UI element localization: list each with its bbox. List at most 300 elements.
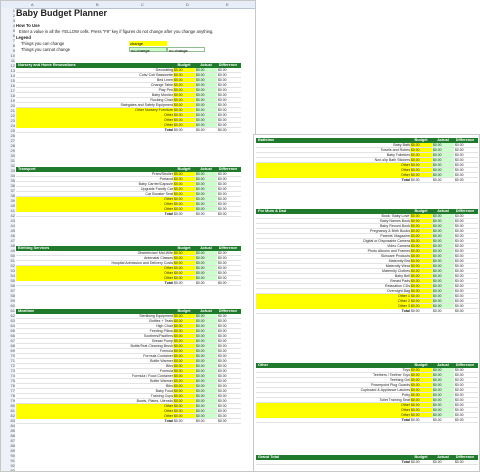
diff-cell: $0.00 [217, 182, 239, 186]
row-number[interactable]: 10 [1, 53, 15, 58]
diff-cell: $0.00 [454, 239, 476, 243]
row-number[interactable]: 17 [1, 88, 15, 93]
row-number[interactable]: 4 [1, 23, 15, 28]
budget-cell[interactable]: $0.00 [173, 354, 195, 358]
row-number[interactable]: 63 [1, 318, 15, 323]
actual-cell: $0.00 [432, 239, 454, 243]
section-title: Transport [18, 167, 36, 171]
item-label: Book: 'Baby Love' [381, 214, 410, 218]
budget-cell[interactable]: $0.00 [173, 404, 195, 408]
row-number[interactable]: 88 [1, 443, 15, 448]
budget-cell[interactable]: $0.00 [410, 264, 432, 268]
row-number[interactable]: 84 [1, 423, 15, 428]
total-row [256, 309, 478, 314]
budget-cell[interactable]: $0.00 [410, 153, 432, 157]
row-number[interactable]: 58 [1, 293, 15, 298]
budget-cell[interactable]: $0.00 [173, 389, 195, 393]
budget-cell[interactable]: $0.00 [173, 73, 195, 77]
total-row [256, 460, 478, 465]
row-number[interactable]: 73 [1, 368, 15, 373]
diff-cell: $0.00 [454, 224, 476, 228]
legend-heading: Legend [16, 35, 31, 40]
budget-cell[interactable]: $0.00 [173, 319, 195, 323]
diff-cell: $0.00 [217, 113, 239, 117]
item-label[interactable]: Other [16, 404, 173, 409]
diff-cell: $0.00 [217, 108, 239, 112]
actual-cell: $0.00 [195, 113, 217, 117]
column-b[interactable]: B [96, 2, 99, 7]
row-number[interactable]: 49 [1, 248, 15, 253]
row-number[interactable]: 18 [1, 93, 15, 98]
row-number[interactable]: 43 [1, 218, 15, 223]
diff-cell: $0.00 [454, 368, 476, 372]
budget-cell[interactable]: $0.00 [410, 168, 432, 172]
row-number[interactable]: 19 [1, 98, 15, 103]
row-number[interactable]: 69 [1, 348, 15, 353]
actual-cell: $0.00 [432, 148, 454, 152]
row-number[interactable]: 80 [1, 403, 15, 408]
row-number[interactable]: 38 [1, 193, 15, 198]
row-number[interactable]: 41 [1, 208, 15, 213]
item-label: Formula Container [143, 354, 173, 358]
item-label[interactable]: Other [256, 163, 410, 168]
row-number[interactable]: 44 [1, 223, 15, 228]
budget-cell[interactable]: $0.00 [173, 314, 195, 318]
row-number[interactable]: 32 [1, 163, 15, 168]
item-label[interactable]: Other [16, 113, 173, 118]
row-number[interactable]: 60 [1, 303, 15, 308]
item-label: Car Booster Seat [145, 192, 173, 196]
legend-change-value: change [129, 41, 167, 46]
diff-cell: $0.00 [217, 276, 239, 280]
diff-cell: $0.00 [217, 281, 239, 285]
row-number[interactable]: 11 [1, 58, 15, 63]
budget-cell[interactable]: $0.00 [410, 269, 432, 273]
budget-cell[interactable]: $0.00 [173, 276, 195, 280]
row-number[interactable]: 51 [1, 258, 15, 263]
item-label: Maternity Bra [388, 259, 410, 263]
budget-section [16, 309, 241, 424]
actual-cell: $0.00 [432, 279, 454, 283]
row-number[interactable]: 27 [1, 138, 15, 143]
budget-cell[interactable]: $0.00 [173, 118, 195, 122]
actual-cell: $0.00 [195, 281, 217, 285]
budget-cell[interactable]: $0.00 [410, 234, 432, 238]
row-number[interactable]: 9 [1, 48, 15, 53]
row-number[interactable]: 24 [1, 123, 15, 128]
row-number[interactable]: 87 [1, 438, 15, 443]
budget-cell[interactable]: $0.00 [410, 249, 432, 253]
budget-cell[interactable]: $0.00 [173, 98, 195, 102]
budget-cell[interactable]: $0.00 [173, 113, 195, 117]
row-number[interactable]: 68 [1, 343, 15, 348]
item-label[interactable]: Other [256, 413, 410, 418]
column-label-difference: Difference [455, 455, 475, 459]
row-number[interactable]: 21 [1, 108, 15, 113]
budget-cell[interactable]: $0.00 [173, 409, 195, 413]
item-label[interactable]: Other 1 [256, 294, 410, 299]
budget-cell[interactable]: $0.00 [410, 378, 432, 382]
budget-cell[interactable]: $0.00 [173, 414, 195, 418]
row-number[interactable]: 86 [1, 433, 15, 438]
budget-cell[interactable]: $0.00 [410, 413, 432, 417]
item-label[interactable]: Other [16, 123, 173, 128]
budget-cell[interactable]: $0.00 [410, 224, 432, 228]
item-label[interactable]: Other [256, 403, 410, 408]
row-number[interactable]: 12 [1, 63, 15, 68]
row-number[interactable]: 22 [1, 113, 15, 118]
column-c[interactable]: C [141, 2, 144, 7]
row-number[interactable]: 14 [1, 73, 15, 78]
budget-cell[interactable]: $0.00 [173, 103, 195, 107]
row-number[interactable]: 23 [1, 118, 15, 123]
budget-cell[interactable]: $0.00 [173, 123, 195, 127]
budget-cell[interactable]: $0.00 [410, 143, 432, 147]
actual-cell: $0.00 [195, 319, 217, 323]
row-number[interactable]: 71 [1, 358, 15, 363]
budget-cell[interactable]: $0.00 [173, 78, 195, 82]
row-number[interactable]: 66 [1, 333, 15, 338]
item-label: Bottle Warmer [150, 379, 173, 383]
budget-cell[interactable]: $0.00 [173, 83, 195, 87]
row-number[interactable]: 83 [1, 418, 15, 423]
diff-cell: $0.00 [217, 369, 239, 373]
diff-cell: $0.00 [217, 207, 239, 211]
column-label-actual: Actual [200, 246, 212, 250]
column-label-actual: Actual [200, 63, 212, 67]
column-label-difference: Difference [218, 246, 238, 250]
row-number[interactable]: 46 [1, 233, 15, 238]
row-number[interactable]: 64 [1, 323, 15, 328]
item-label: Bottle/Teat Cleaning Brush [130, 344, 173, 348]
row-number[interactable]: 8 [1, 43, 15, 48]
budget-cell[interactable]: $0.00 [173, 202, 195, 206]
row-number[interactable]: 5 [1, 28, 15, 33]
item-label: Feeding Pillow [149, 329, 173, 333]
diff-cell: $0.00 [217, 83, 239, 87]
budget-cell[interactable]: $0.00 [173, 384, 195, 388]
diff-cell: $0.00 [217, 212, 239, 216]
budget-cell[interactable]: $0.00 [410, 284, 432, 288]
budget-cell[interactable]: $0.00 [173, 369, 195, 373]
row-number[interactable]: 74 [1, 373, 15, 378]
budget-cell[interactable]: $0.00 [410, 279, 432, 283]
row-number[interactable]: 93 [1, 468, 15, 472]
actual-cell: $0.00 [432, 304, 454, 308]
budget-cell[interactable]: $0.00 [410, 368, 432, 372]
budget-cell[interactable]: $0.00 [173, 261, 195, 265]
diff-cell: $0.00 [454, 418, 476, 422]
budget-cell: $0.00 [173, 212, 195, 216]
actual-cell: $0.00 [195, 123, 217, 127]
row-number[interactable]: 29 [1, 148, 15, 153]
budget-cell[interactable]: $0.00 [410, 163, 432, 167]
budget-cell[interactable]: $0.00 [173, 339, 195, 343]
diff-cell: $0.00 [454, 254, 476, 258]
budget-cell[interactable]: $0.00 [410, 388, 432, 392]
row-number[interactable]: 7 [1, 38, 15, 43]
row-number[interactable]: 75 [1, 378, 15, 383]
row-number[interactable]: 77 [1, 388, 15, 393]
row-number[interactable]: 25 [1, 128, 15, 133]
actual-cell: $0.00 [195, 364, 217, 368]
column-label-actual: Actual [437, 209, 449, 213]
row-number[interactable]: 70 [1, 353, 15, 358]
budget-cell[interactable]: $0.00 [173, 207, 195, 211]
item-label: Potty [401, 393, 410, 397]
row-number[interactable]: 36 [1, 183, 15, 188]
column-label-difference: Difference [218, 309, 238, 313]
column-e[interactable]: E [226, 2, 229, 7]
actual-cell: $0.00 [432, 229, 454, 233]
row-number[interactable]: 65 [1, 328, 15, 333]
budget-cell[interactable]: $0.00 [410, 148, 432, 152]
actual-cell: $0.00 [195, 384, 217, 388]
row-number[interactable]: 26 [1, 133, 15, 138]
budget-cell[interactable]: $0.00 [410, 214, 432, 218]
budget-cell[interactable]: $0.00 [173, 344, 195, 348]
column-d[interactable]: D [186, 2, 189, 7]
budget-cell[interactable]: $0.00 [173, 324, 195, 328]
item-label[interactable]: Other 2 [256, 299, 410, 304]
budget-cell[interactable]: $0.00 [173, 68, 195, 72]
item-label: Total [164, 419, 173, 423]
actual-cell: $0.00 [195, 266, 217, 270]
row-number[interactable]: 13 [1, 68, 15, 73]
row-number[interactable]: 76 [1, 383, 15, 388]
actual-cell: $0.00 [432, 143, 454, 147]
diff-cell: $0.00 [454, 178, 476, 182]
actual-cell: $0.00 [432, 168, 454, 172]
row-number[interactable]: 56 [1, 283, 15, 288]
item-label[interactable]: Other [16, 414, 173, 419]
diff-cell: $0.00 [217, 364, 239, 368]
row-number[interactable]: 35 [1, 178, 15, 183]
item-label[interactable]: Other [16, 266, 173, 271]
actual-cell: $0.00 [195, 98, 217, 102]
budget-cell[interactable]: $0.00 [410, 254, 432, 258]
budget-cell[interactable]: $0.00 [410, 408, 432, 412]
diff-cell: $0.00 [217, 128, 239, 132]
row-number[interactable]: 28 [1, 143, 15, 148]
actual-cell: $0.00 [195, 271, 217, 275]
column-label-budget: Budget [177, 167, 191, 171]
section-title: Birthing Services [18, 246, 50, 250]
row-number[interactable]: 47 [1, 238, 15, 243]
row-number[interactable]: 33 [1, 168, 15, 173]
budget-cell[interactable]: $0.00 [410, 373, 432, 377]
diff-cell: $0.00 [217, 98, 239, 102]
column-label-difference: Difference [455, 363, 475, 367]
item-label: Obstetrician/ Mid-Wife [137, 251, 173, 255]
item-label[interactable]: Other [256, 168, 410, 173]
row-number[interactable]: 20 [1, 103, 15, 108]
actual-cell: $0.00 [195, 404, 217, 408]
row-number[interactable]: 72 [1, 363, 15, 368]
item-label[interactable]: Other [256, 408, 410, 413]
diff-cell: $0.00 [217, 93, 239, 97]
budget-cell[interactable]: $0.00 [173, 271, 195, 275]
diff-cell: $0.00 [454, 403, 476, 407]
budget-cell[interactable]: $0.00 [173, 108, 195, 112]
budget-cell[interactable]: $0.00 [173, 192, 195, 196]
budget-cell[interactable]: $0.00 [173, 172, 195, 176]
item-label: Total [401, 460, 410, 464]
actual-cell: $0.00 [195, 108, 217, 112]
row-number[interactable]: 82 [1, 413, 15, 418]
budget-section [16, 63, 241, 133]
row-number[interactable]: 52 [1, 263, 15, 268]
row-number[interactable]: 34 [1, 173, 15, 178]
diff-cell: $0.00 [454, 153, 476, 157]
budget-cell[interactable]: $0.00 [410, 304, 432, 308]
budget-cell[interactable]: $0.00 [410, 393, 432, 397]
item-label: Sterilising Equipment [139, 314, 173, 318]
budget-cell[interactable]: $0.00 [173, 177, 195, 181]
diff-cell: $0.00 [217, 197, 239, 201]
row-number[interactable]: 61 [1, 308, 15, 313]
row-number[interactable]: 39 [1, 198, 15, 203]
budget-cell[interactable]: $0.00 [173, 88, 195, 92]
item-label[interactable]: Other [16, 276, 173, 281]
budget-cell[interactable]: $0.00 [173, 266, 195, 270]
budget-cell[interactable]: $0.00 [410, 158, 432, 162]
actual-cell: $0.00 [195, 409, 217, 413]
budget-cell[interactable]: $0.00 [410, 244, 432, 248]
row-number[interactable]: 50 [1, 253, 15, 258]
actual-cell: $0.00 [432, 383, 454, 387]
budget-cell[interactable]: $0.00 [173, 349, 195, 353]
budget-cell[interactable]: $0.00 [173, 197, 195, 201]
budget-cell: $0.00 [410, 418, 432, 422]
row-number[interactable]: 37 [1, 188, 15, 193]
row-number[interactable]: 67 [1, 338, 15, 343]
row-number[interactable]: 40 [1, 203, 15, 208]
row-number[interactable]: 3 [1, 18, 15, 23]
item-label[interactable]: Other [16, 207, 173, 212]
row-number[interactable]: 31 [1, 158, 15, 163]
row-number[interactable]: 59 [1, 298, 15, 303]
budget-cell[interactable]: $0.00 [410, 173, 432, 177]
column-label-difference: Difference [455, 209, 475, 213]
section-title: Grand Total [258, 455, 280, 459]
diff-cell: $0.00 [217, 394, 239, 398]
column-label-budget: Budget [177, 246, 191, 250]
budget-cell[interactable]: $0.00 [173, 394, 195, 398]
item-label: Formula [159, 349, 173, 353]
row-number[interactable]: 89 [1, 448, 15, 453]
row-number[interactable]: 92 [1, 463, 15, 468]
row-number[interactable]: 1 [1, 8, 15, 13]
item-label: Baby Names Book [380, 219, 410, 223]
item-label: Decorating [155, 68, 173, 72]
budget-cell[interactable]: $0.00 [410, 289, 432, 293]
actual-cell: $0.00 [195, 419, 217, 423]
budget-section [256, 138, 478, 183]
item-label: Photo Albums and Frames [367, 249, 410, 253]
column-a[interactable]: A [31, 2, 34, 7]
row-number[interactable]: 53 [1, 268, 15, 273]
row-number[interactable]: 2 [1, 13, 15, 18]
budget-cell[interactable]: $0.00 [410, 274, 432, 278]
budget-cell[interactable]: $0.00 [410, 383, 432, 387]
row-number[interactable]: 6 [1, 33, 15, 38]
row-number[interactable]: 42 [1, 213, 15, 218]
item-label[interactable]: Other Nursery Furniture [16, 108, 173, 113]
budget-cell[interactable]: $0.00 [173, 256, 195, 260]
budget-cell[interactable]: $0.00 [173, 93, 195, 97]
budget-cell[interactable]: $0.00 [173, 334, 195, 338]
row-number[interactable]: 54 [1, 273, 15, 278]
row-number[interactable]: 16 [1, 83, 15, 88]
actual-cell: $0.00 [195, 182, 217, 186]
row-number[interactable]: 15 [1, 78, 15, 83]
budget-cell[interactable]: $0.00 [173, 399, 195, 403]
row-number[interactable]: 57 [1, 288, 15, 293]
actual-cell: $0.00 [195, 256, 217, 260]
row-number[interactable]: 85 [1, 428, 15, 433]
column-label-budget: Budget [177, 63, 191, 67]
item-label[interactable]: Other [16, 271, 173, 276]
budget-cell[interactable]: $0.00 [410, 229, 432, 233]
diff-cell: $0.00 [217, 399, 239, 403]
row-number[interactable]: 79 [1, 398, 15, 403]
total-row [256, 178, 478, 183]
budget-cell[interactable]: $0.00 [410, 398, 432, 402]
diff-cell: $0.00 [454, 299, 476, 303]
budget-cell[interactable]: $0.00 [173, 374, 195, 378]
actual-cell: $0.00 [432, 368, 454, 372]
diff-cell: $0.00 [217, 409, 239, 413]
actual-cell: $0.00 [432, 259, 454, 263]
budget-cell[interactable]: $0.00 [173, 182, 195, 186]
actual-cell: $0.00 [195, 251, 217, 255]
item-label[interactable]: Other [16, 197, 173, 202]
budget-cell[interactable]: $0.00 [173, 329, 195, 333]
row-number[interactable]: 91 [1, 458, 15, 463]
actual-cell: $0.00 [195, 334, 217, 338]
budget-cell[interactable]: $0.00 [173, 379, 195, 383]
budget-cell[interactable]: $0.00 [173, 251, 195, 255]
diff-cell: $0.00 [217, 324, 239, 328]
item-label[interactable]: Other 3 [256, 304, 410, 309]
row-number[interactable]: 30 [1, 153, 15, 158]
budget-cell[interactable]: $0.00 [410, 219, 432, 223]
item-label: Pram/Stroller [152, 172, 173, 176]
actual-cell: $0.00 [195, 374, 217, 378]
budget-cell[interactable]: $0.00 [410, 299, 432, 303]
item-label[interactable]: Other [256, 173, 410, 178]
budget-cell[interactable]: $0.00 [410, 259, 432, 263]
row-number[interactable]: 90 [1, 453, 15, 458]
row-number[interactable]: 45 [1, 228, 15, 233]
item-label[interactable]: Other [16, 409, 173, 414]
item-label[interactable]: Other [16, 202, 173, 207]
row-number[interactable]: 78 [1, 393, 15, 398]
budget-cell[interactable]: $0.00 [410, 294, 432, 298]
row-number[interactable]: 55 [1, 278, 15, 283]
budget-cell[interactable]: $0.00 [173, 364, 195, 368]
budget-cell[interactable]: $0.00 [173, 187, 195, 191]
diff-cell: $0.00 [217, 319, 239, 323]
budget-cell[interactable]: $0.00 [410, 403, 432, 407]
row-number[interactable]: 81 [1, 408, 15, 413]
budget-cell[interactable]: $0.00 [173, 359, 195, 363]
row-number[interactable]: 62 [1, 313, 15, 318]
budget-cell[interactable]: $0.00 [410, 239, 432, 243]
item-label[interactable]: Other [16, 118, 173, 123]
row-number[interactable]: 48 [1, 243, 15, 248]
